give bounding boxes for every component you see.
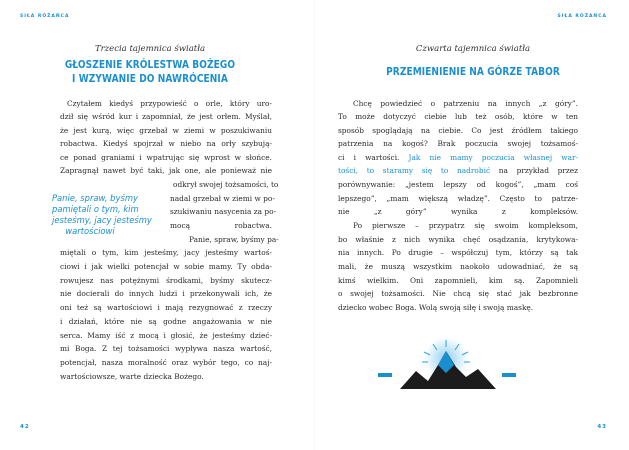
body-line	[338, 262, 578, 271]
body-line: odkrył swojej tożsamości, to	[173, 180, 279, 189]
pull-quote-line: pamiętali o tym, kim	[52, 204, 139, 214]
body-line: ce ponad graniami i wpatrując się wprost w słońce.	[60, 153, 272, 162]
pull-quote-line: Panie, spraw, byśmy	[52, 193, 138, 203]
body-line: mi Boga. Z tej tożsamości wypływa nasza wartość,	[60, 344, 272, 353]
body-line	[338, 180, 578, 189]
body-text-segment: sposób spoglądają na ciebie. Co jest źródłem takiego	[338, 126, 578, 135]
body-line: że jest kurą, więc grzebał w ziemi w poszukiwaniu	[60, 126, 272, 135]
body-text-segment: patrzenia na kogoś? Brak poczucia swojej tożsamoś-	[338, 139, 578, 148]
body-line: dził się wśród kur i zapomniał, że jest orłem. Myślał,	[60, 112, 272, 121]
mystery-subtitle-right: Czwarta tajemnica światła	[415, 44, 531, 54]
mystery-title-right	[383, 65, 563, 79]
title-line: GŁOSZENIE KRÓLESTWA BOŻEGO	[64, 58, 236, 71]
body-line	[338, 207, 578, 216]
pull-quote-line: jesteśmy, jacy jesteśmy	[52, 215, 152, 225]
body-line	[338, 194, 578, 203]
page-number-left: 42	[20, 424, 30, 430]
body-line	[338, 235, 578, 244]
body-line	[338, 303, 533, 312]
gutter	[314, 0, 315, 450]
body-line: szukiwaniu nasycenia za po-	[170, 207, 277, 216]
body-line: miętali o tym, kim jesteśmy, jacy jesteśmy wartoś-	[60, 248, 272, 257]
body-text-segment: kimś wielkim. Oni zapomnieli, kim są. Zapomnieli	[338, 276, 578, 285]
highlighted-text: Jak nie mamy poczucia własnej war-	[408, 153, 579, 162]
right-bar	[502, 373, 516, 377]
body-line: nadal grzebał w ziemi w po-	[170, 194, 275, 203]
body-line: potencjał, nasza moralność oraz wybór tego, co naj-	[60, 358, 272, 367]
body-line: Czytałem kiedyś przypowieść o orle, który uro-	[67, 99, 272, 108]
body-line: nie docierali do innych ludzi i przekonywali ich, że	[60, 289, 272, 298]
body-line: oni też są wartościowi i mają rezygnować z rzeczy	[60, 303, 272, 312]
body-line: ciowi i jak wielki potencjał w sobie mamy. Ty obda-	[60, 262, 272, 271]
body-text-segment: nie „z góry” wynika z kompleksów.	[338, 207, 578, 216]
body-line	[338, 276, 578, 285]
body-line	[353, 221, 578, 230]
running-head-right: SIŁA RÓŻAŃCA	[557, 14, 607, 19]
title-line: PRZEMIENIENIE NA GÓRZE TABOR	[386, 65, 560, 78]
body-text-segment: porównywanie: „jestem lepszy od kogoś”, „mam coś	[338, 180, 578, 189]
mountain-icon	[378, 337, 516, 395]
body-line	[353, 99, 578, 108]
body-line: Zapragnął nawet być taki, jak one, ale ponieważ nie	[60, 166, 272, 175]
body-text-segment: Chcę powiedzieć o patrzeniu na innych „z góry”.	[353, 99, 578, 108]
body-line	[338, 166, 578, 175]
body-line: serca. Mamy iść z mocą i głosić, że jesteśmy dzieć-	[60, 331, 272, 340]
body-text-segment: lepszego”, „mam większą władzę”. Często to patrze-	[338, 194, 578, 203]
body-line: mocą robactwa.	[170, 221, 272, 230]
body-text-segment: bo właśnie z nich wynika chęć osądzania, krytykowa-	[338, 235, 578, 244]
body-line	[338, 289, 578, 298]
page-number-right: 43	[597, 424, 607, 430]
body-text-segment: na przykład przez	[490, 166, 579, 175]
body-text-segment: nia innych. Po drugie – współczuj tym, którzy są tak	[338, 248, 578, 257]
body-text-segment: To może dotyczyć ciebie lub też osób, które w ten	[338, 112, 578, 121]
mystery-subtitle-left: Trzecia tajemnica światła	[94, 44, 206, 54]
left-bar	[378, 373, 392, 377]
body-line	[338, 112, 578, 121]
highlighted-text: tości, to staramy się to nadrobić	[338, 166, 491, 175]
pull-quote	[52, 193, 152, 237]
title-line: I WZYWANIE DO NAWRÓCENIA	[72, 71, 228, 85]
body-line: Panie, spraw, byśmy pa-	[189, 235, 279, 244]
body-line: wartościowsze, warte dziecka Bożego.	[60, 372, 204, 381]
body-line: rowujesz nas potężnymi środkami, byśmy skutecz-	[60, 276, 272, 285]
pull-quote-line: wartościowi	[65, 226, 115, 236]
body-text-segment: ci i wartości.	[338, 153, 409, 162]
body-text-segment: dziecko wobec Boga. Wolą swoją siłę i swoją maskę.	[338, 303, 534, 312]
body-text-segment: mali, że muszą wszystkim naokoło udowadniać, że są	[338, 262, 578, 271]
body-text-segment: o swojej tożsamości. Nie chcą się stać jak bezbronne	[338, 289, 578, 298]
body-line	[338, 126, 578, 135]
body-line: i działań, które nie są godne angażowania w nie	[60, 317, 272, 326]
body-line: robactwa. Kiedyś spojrzał w niebo na orły szybują-	[60, 139, 272, 148]
running-head-left: SIŁA RÓŻAŃCA	[20, 14, 70, 19]
body-line	[338, 153, 578, 162]
body-line	[338, 139, 578, 148]
body-line	[338, 248, 578, 257]
body-text-segment: Po pierwsze – przypatrz się swoim kompleksom,	[353, 221, 578, 230]
mystery-title-left	[60, 58, 240, 85]
